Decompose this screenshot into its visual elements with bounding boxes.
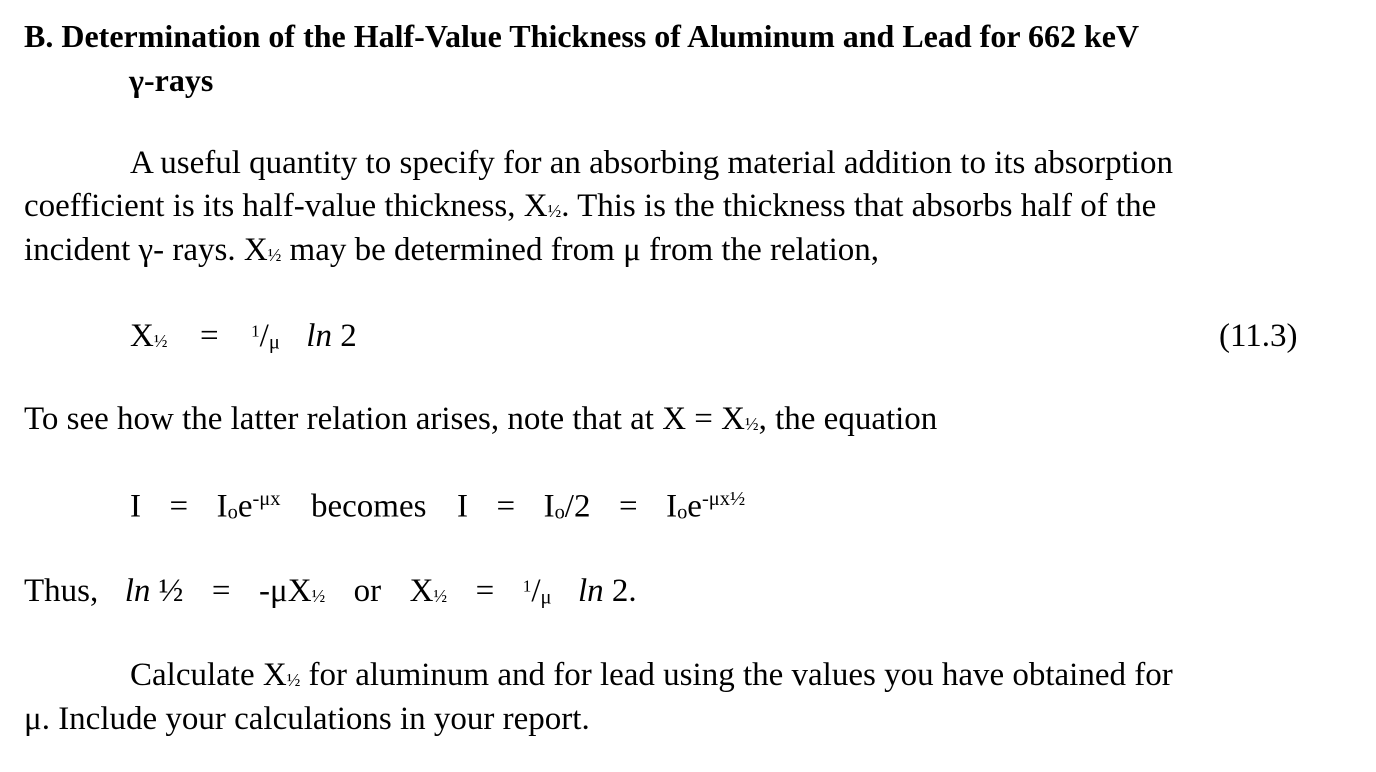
thus-half-sub: ½ bbox=[311, 585, 326, 606]
half-subscript: ½ bbox=[745, 413, 759, 434]
eq1-slash: / bbox=[259, 318, 269, 354]
paragraph2 bbox=[24, 403, 937, 436]
eq2-equals-2: = bbox=[496, 488, 516, 525]
paragraph2-text-a: To see how the latter relation arises, note that at X = X bbox=[24, 401, 745, 437]
thus-numerator: 1 bbox=[522, 576, 532, 596]
eq2-io-half: I bbox=[543, 488, 555, 525]
paragraph1-line2 bbox=[24, 190, 1156, 223]
thus-mu: μ bbox=[540, 586, 552, 609]
eq2-e: e bbox=[237, 488, 253, 525]
thus-equals-2: = bbox=[475, 573, 495, 609]
eq1-equals: = bbox=[199, 318, 219, 354]
paragraph3-line2-text: μ. Include your calculations in your report. bbox=[24, 701, 590, 737]
eq1-mu: μ bbox=[268, 331, 280, 354]
paragraph1-line3 bbox=[24, 234, 879, 267]
section-heading-continued bbox=[129, 64, 213, 96]
equation-half-value bbox=[130, 320, 357, 353]
eq1-numerator: 1 bbox=[251, 321, 260, 341]
thus-ln-2: ln bbox=[577, 573, 604, 609]
eq2-i2: I bbox=[456, 488, 468, 525]
thus-line bbox=[24, 575, 637, 608]
eq2-i: I bbox=[130, 488, 141, 525]
equation-number-text: (11.3) bbox=[1219, 318, 1298, 354]
thus-neg-mu-x: -μX bbox=[259, 573, 312, 609]
equation-attenuation bbox=[130, 489, 745, 523]
section-heading-line2: γ-rays bbox=[129, 62, 214, 98]
thus-slash: / bbox=[531, 573, 541, 609]
eq2-io: I bbox=[216, 488, 228, 525]
eq1-half: ½ bbox=[153, 330, 168, 351]
eq2-becomes: becomes bbox=[310, 488, 427, 525]
paragraph1-line1-text: A useful quantity to specify for an absorbing material addition to its absorption bbox=[130, 145, 1173, 181]
thus-equals: = bbox=[211, 573, 231, 609]
half-subscript: ½ bbox=[286, 669, 301, 690]
thus-word: Thus, bbox=[24, 573, 99, 609]
paragraph1-line3-text-a: incident γ- rays. X bbox=[24, 232, 268, 268]
thus-half: ½ bbox=[158, 573, 184, 609]
eq2-equals-3: = bbox=[618, 488, 638, 525]
paragraph3-line2 bbox=[24, 703, 590, 736]
eq1-two: 2 bbox=[331, 318, 357, 354]
half-subscript: ½ bbox=[267, 244, 282, 265]
section-heading bbox=[24, 20, 1139, 52]
paragraph2-text-b: , the equation bbox=[758, 401, 938, 437]
eq1-ln: ln bbox=[306, 318, 332, 354]
eq1-lhs: X bbox=[130, 318, 154, 354]
eq2-exponent: -μx bbox=[252, 488, 281, 510]
eq2-o-sub-2: o bbox=[554, 501, 565, 524]
eq2-exponent-2: -μx½ bbox=[701, 488, 746, 510]
eq2-o-sub-3: o bbox=[677, 501, 688, 524]
thus-x: X bbox=[409, 573, 434, 609]
paragraph1-line2-text-a: coefficient is its half-value thickness, X bbox=[24, 188, 548, 224]
paragraph3-line1-text-b: for aluminum and for lead using the values you have obtained for bbox=[300, 657, 1173, 693]
paragraph1-line1 bbox=[130, 147, 1173, 180]
eq2-o-sub: o bbox=[227, 501, 238, 524]
eq2-equals: = bbox=[169, 488, 189, 525]
thus-ln: ln bbox=[124, 573, 151, 609]
eq2-over2: /2 bbox=[564, 488, 591, 525]
thus-half-sub-2: ½ bbox=[433, 585, 448, 606]
paragraph3-line1-text-a: Calculate X bbox=[130, 657, 287, 693]
paragraph1-line2-text-b: . This is the thickness that absorbs half of the bbox=[561, 188, 1157, 224]
thus-or: or bbox=[353, 573, 382, 609]
eq2-io-3: I bbox=[666, 488, 678, 525]
equation-number bbox=[1219, 320, 1298, 353]
half-subscript: ½ bbox=[547, 200, 562, 221]
paragraph3-line1 bbox=[130, 659, 1173, 692]
eq2-e-2: e bbox=[687, 488, 702, 525]
section-heading-line1: B. Determination of the Half-Value Thickness of Aluminum and Lead for 662 keV bbox=[24, 18, 1140, 54]
thus-two: 2. bbox=[603, 573, 637, 609]
paragraph1-line3-text-b: may be determined from μ from the relation, bbox=[281, 232, 880, 268]
